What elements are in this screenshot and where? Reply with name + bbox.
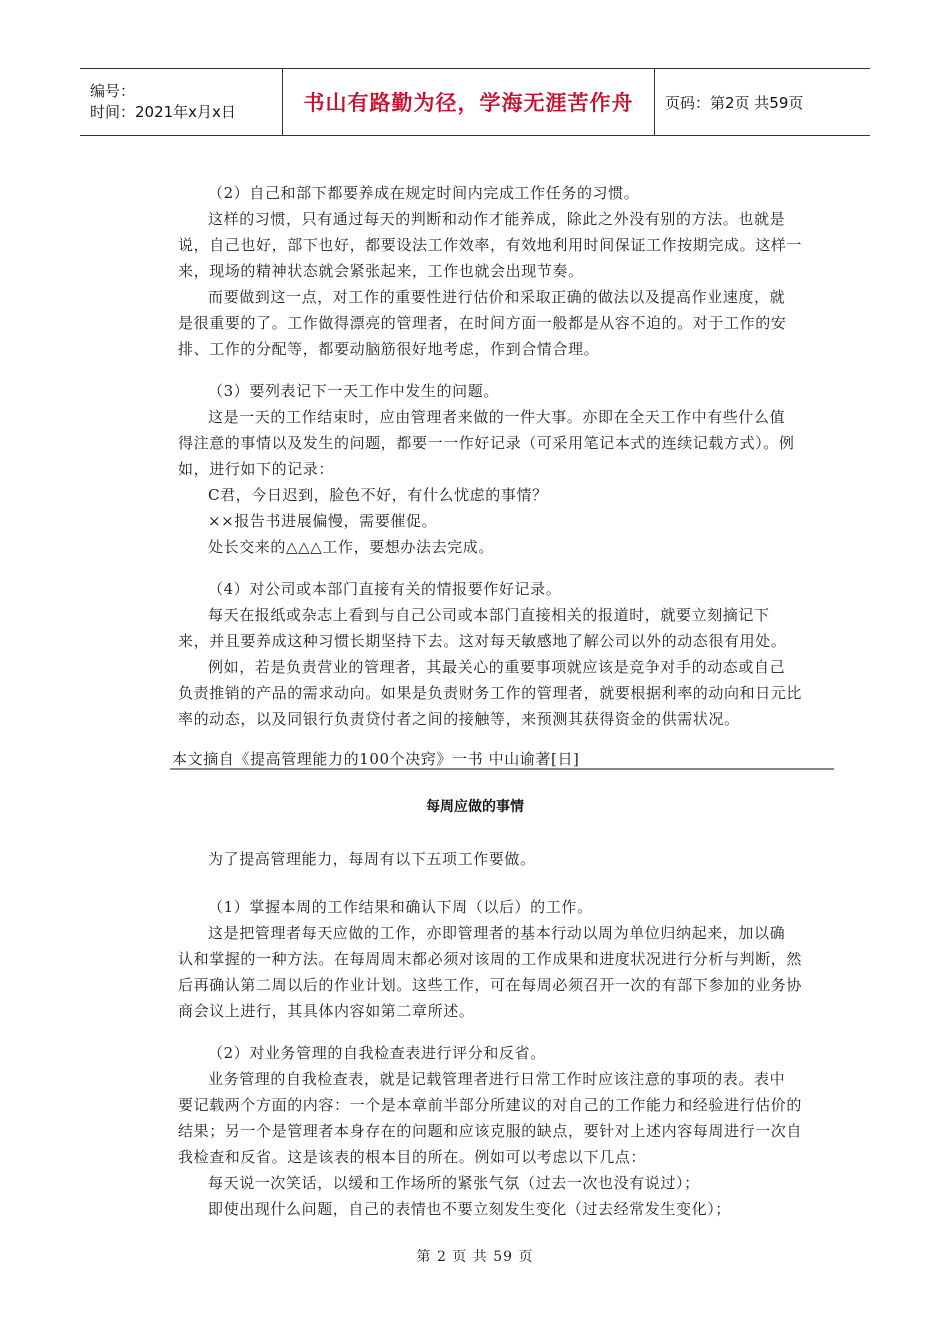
source-citation: 本文摘自《提高管理能力的100个决窍》一书 中山谕著[日]	[172, 750, 580, 768]
paragraph-line: 为了提高管理能力，每周有以下五项工作要做。	[208, 850, 536, 868]
section-divider	[170, 768, 834, 770]
paragraph-line: 而要做到这一点，对工作的重要性进行估价和采取正确的做法以及提高作业速度，就	[208, 288, 786, 306]
date-label: 时间：2021年x月x日	[90, 103, 236, 121]
paragraph-line: 排、工作的分配等，都要动脑筋很好地考虑，作到合情合理。	[178, 340, 600, 358]
paragraph-line: ××报告书进展偏慢，需要催促。	[208, 512, 438, 530]
paragraph-line: （4）对公司或本部门直接有关的情报要作好记录。	[208, 580, 562, 598]
paragraph-line: 来，现场的精神状态就会紧张起来，工作也就会出现节奏。	[178, 262, 584, 280]
page-header	[80, 68, 870, 136]
paragraph-line: 后再确认第二周以后的作业计划。这些工作，可在每周必须召开一次的有部下参加的业务协	[178, 976, 803, 994]
paragraph-line: 我检查和反省。这是该表的根本目的所在。例如可以考虑以下几点：	[178, 1148, 647, 1166]
paragraph-line: 这是一天的工作结束时，应由管理者来做的一件大事。亦即在全天工作中有些什么值	[208, 408, 786, 426]
paragraph-line: 每天说一次笑话，以缓和工作场所的紧张气氛（过去一次也没有说过）；	[208, 1174, 700, 1192]
paragraph-line: 即使出现什么问题，自己的表情也不要立刻发生变化（过去经常发生变化）；	[208, 1200, 731, 1218]
paragraph-line: （2）对业务管理的自我检查表进行评分和反省。	[208, 1044, 546, 1062]
paragraph-line: （1）掌握本周的工作结果和确认下周（以后）的工作。	[208, 898, 593, 916]
paragraph-line: （2）自己和部下都要养成在规定时间内完成工作任务的习惯。	[208, 184, 640, 202]
paragraph-line: 这是把管理者每天应做的工作，亦即管理者的基本行动以周为单位归纳起来，加以确	[208, 924, 786, 942]
paragraph-line: 商会议上进行，其具体内容如第二章所述。	[178, 1002, 475, 1020]
paragraph-line: 业务管理的自我检查表，就是记载管理者进行日常工作时应该注意的事项的表。表中	[208, 1070, 786, 1088]
paragraph-line: 认和掌握的一种方法。在每周周末都必须对该周的工作成果和进度状况进行分析与判断，然	[178, 950, 803, 968]
paragraph-line: 例如，若是负责营业的管理者，其最关心的重要事项就应该是竞争对手的动态或自己	[208, 658, 786, 676]
paragraph-line: C君，今日迟到，脸色不好，有什么忧虑的事情？	[208, 486, 548, 504]
section-title: 每周应做的事情	[426, 799, 524, 815]
motto-text: 书山有路勤为径，学海无涯苦作舟	[303, 91, 634, 115]
paragraph-line: 处长交来的△△△工作，要想办法去完成。	[208, 538, 495, 556]
header-meta	[80, 69, 282, 135]
paragraph-line: 率的动态，以及同银行负责贷付者之间的接触等，来预测其获得资金的供需状况。	[178, 710, 740, 728]
page-info-text: 页码：第2页 共59页	[665, 93, 804, 112]
paragraph-line: 要记载两个方面的内容：一个是本章前半部分所建议的对自己的工作能力和经验进行估价的	[178, 1096, 803, 1114]
paragraph-line: 负责推销的产品的需求动向。如果是负责财务工作的管理者，就要根据利率的动向和日元比	[178, 684, 803, 702]
header-motto	[282, 69, 655, 135]
header-page-info	[655, 69, 803, 135]
paragraph-line: 每天在报纸或杂志上看到与自己公司或本部门直接相关的报道时，就要立刻摘记下	[208, 606, 770, 624]
paragraph-line: 来，并且要养成这种习惯长期坚持下去。这对每天敏感地了解公司以外的动态很有用处。	[178, 632, 787, 650]
paragraph-line: 这样的习惯，只有通过每天的判断和动作才能养成，除此之外没有别的方法。也就是	[208, 210, 786, 228]
paragraph-line: （3）要列表记下一天工作中发生的问题。	[208, 382, 499, 400]
page-footer: 第 2 页 共 59 页	[416, 1249, 534, 1265]
paragraph-line: 结果；另一个是管理者本身存在的问题和应该克服的缺点，要针对上述内容每周进行一次自	[178, 1122, 803, 1140]
paragraph-line: 得注意的事情以及发生的问题，都要一一作好记录（可采用笔记本式的连续记载方式）。例	[178, 434, 795, 452]
paragraph-line: 如，进行如下的记录：	[178, 460, 335, 478]
doc-number-label: 编号：	[90, 82, 136, 100]
paragraph-line: 是很重要的了。工作做得漂亮的管理者，在时间方面一般都是从容不迫的。对于工作的安	[178, 314, 787, 332]
paragraph-line: 说，自己也好，部下也好，都要设法工作效率，有效地利用时间保证工作按期完成。这样一	[178, 236, 803, 254]
